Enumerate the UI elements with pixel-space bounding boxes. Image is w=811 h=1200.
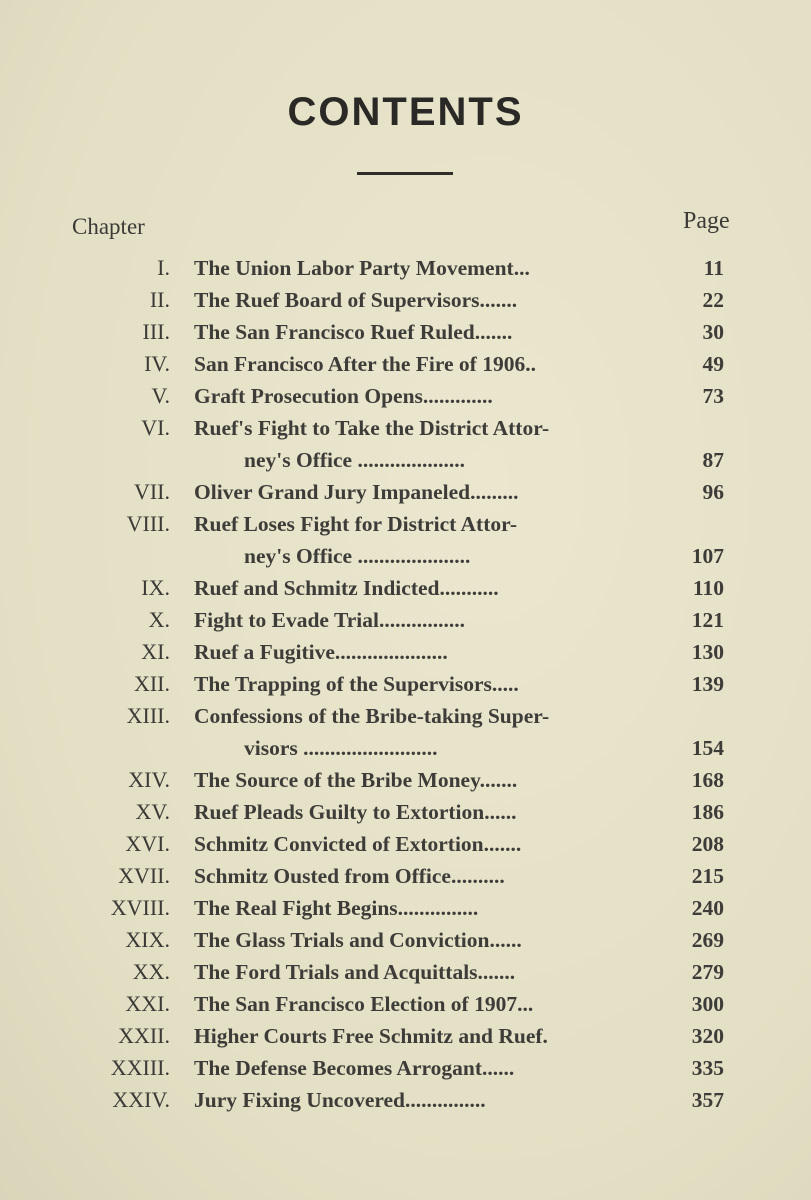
chapter-entry-body [194, 700, 724, 764]
chapter-title: Ruef and Schmitz Indicted........... [194, 576, 499, 600]
chapter-title: Oliver Grand Jury Impaneled......... [194, 480, 519, 504]
toc-entry [0, 860, 811, 892]
toc-entry [0, 572, 811, 604]
chapter-title: Confessions of the Bribe-taking Super- [194, 704, 550, 728]
chapter-entry-body [194, 796, 724, 828]
page-number: 208 [691, 832, 724, 856]
chapter-title-line [194, 700, 724, 732]
chapter-number: XXIII. [110, 1055, 170, 1080]
toc-entry [0, 924, 811, 956]
chapter-title: The Union Labor Party Movement... [194, 256, 530, 280]
chapter-title: ney's Office .................... [244, 448, 465, 472]
chapter-title: Schmitz Convicted of Extortion....... [194, 832, 522, 856]
chapter-number: XII. [133, 671, 170, 696]
chapter-number: IX. [141, 575, 170, 600]
chapter-entry-body [194, 1020, 724, 1052]
chapter-title: The Real Fight Begins............... [194, 896, 479, 920]
chapter-entry-body [194, 572, 724, 604]
chapter-title: Jury Fixing Uncovered............... [194, 1088, 486, 1112]
toc-entry [0, 892, 811, 924]
chapter-entry-body [194, 764, 724, 796]
chapter-title-line [194, 572, 724, 604]
chapter-number: XI. [141, 639, 170, 664]
page-number: 279 [691, 960, 724, 984]
chapter-number: XIII. [126, 703, 170, 728]
chapter-title-line [194, 316, 724, 348]
toc-entry [0, 828, 811, 860]
chapter-entry-body [194, 924, 724, 956]
chapter-number: XXII. [118, 1023, 170, 1048]
page-number: 357 [691, 1088, 724, 1112]
page-number: 320 [691, 1024, 724, 1048]
chapter-title-line [194, 1052, 724, 1084]
chapter-number: V. [151, 383, 170, 408]
chapter-title-line [194, 636, 724, 668]
toc-entry [0, 796, 811, 828]
page-number: 300 [691, 992, 724, 1016]
chapter-number: XVIII. [110, 895, 170, 920]
toc-entry [0, 668, 811, 700]
page-number: 30 [702, 320, 724, 344]
toc-entry [0, 1020, 811, 1052]
toc-entry [0, 988, 811, 1020]
page-number: 269 [691, 928, 724, 952]
chapter-title-line [194, 828, 724, 860]
chapter-title-line [194, 604, 724, 636]
chapter-title-line [194, 380, 724, 412]
chapter-entry-body [194, 956, 724, 988]
chapter-number: III. [142, 319, 170, 344]
title-rule [357, 172, 453, 175]
toc-entry [0, 412, 811, 476]
chapter-number: VII. [133, 479, 170, 504]
page-number: 168 [691, 768, 724, 792]
page-number: 130 [691, 640, 724, 664]
chapter-entry-body [194, 1052, 724, 1084]
chapter-title-line [194, 508, 724, 540]
chapter-title: Ruef a Fugitive..................... [194, 640, 448, 664]
page-number: 154 [691, 736, 724, 760]
page-number: 186 [691, 800, 724, 824]
chapter-entry-body [194, 860, 724, 892]
chapter-title: The San Francisco Ruef Ruled....... [194, 320, 513, 344]
chapter-title: Fight to Evade Trial................ [194, 608, 465, 632]
chapter-number: XIV. [128, 767, 170, 792]
chapter-number: II. [149, 287, 170, 312]
chapter-title-continuation [194, 540, 724, 572]
toc-entry [0, 252, 811, 284]
chapter-entry-body [194, 380, 724, 412]
chapter-number: XX. [132, 959, 170, 984]
page-number: 121 [691, 608, 724, 632]
chapter-title: The Glass Trials and Conviction...... [194, 928, 522, 952]
page-title: CONTENTS [287, 90, 524, 134]
chapter-entry-body [194, 828, 724, 860]
page-number: 96 [702, 480, 724, 504]
chapter-number: XXIV. [112, 1087, 170, 1112]
page-number: 22 [702, 288, 724, 312]
chapter-title: The Ford Trials and Acquittals....... [194, 960, 516, 984]
toc-entry [0, 380, 811, 412]
toc-entry [0, 508, 811, 572]
toc-entry [0, 1052, 811, 1084]
chapter-title-line [194, 988, 724, 1020]
chapter-title: Graft Prosecution Opens............. [194, 384, 493, 408]
chapter-title-line [194, 892, 724, 924]
page-number: 107 [691, 544, 724, 568]
chapter-title-line [194, 252, 724, 284]
chapter-title-line [194, 924, 724, 956]
chapter-number: X. [148, 607, 170, 632]
toc-entry [0, 604, 811, 636]
page-number: 49 [702, 352, 724, 376]
chapter-number: XV. [135, 799, 170, 824]
toc-entry [0, 476, 811, 508]
page-number: 110 [692, 576, 724, 600]
toc-entry [0, 316, 811, 348]
chapter-title: Ruef Pleads Guilty to Extortion...... [194, 800, 517, 824]
chapter-entry-body [194, 604, 724, 636]
chapter-title: visors ......................... [244, 736, 438, 760]
chapter-title-line [194, 348, 724, 380]
chapter-entry-body [194, 988, 724, 1020]
chapter-column-header: Chapter [72, 214, 145, 239]
table-of-contents [0, 252, 811, 1116]
page-number: 335 [691, 1056, 724, 1080]
chapter-entry-body [194, 668, 724, 700]
page-column-header: Page [683, 208, 730, 234]
chapter-entry-body [194, 348, 724, 380]
chapter-title: Ruef Loses Fight for District Attor- [194, 512, 518, 536]
toc-entry [0, 348, 811, 380]
chapter-entry-body [194, 476, 724, 508]
page-number: 215 [691, 864, 724, 888]
toc-entry [0, 956, 811, 988]
chapter-title: The Defense Becomes Arrogant...... [194, 1056, 515, 1080]
chapter-title: ney's Office ..................... [244, 544, 471, 568]
chapter-title-line [194, 284, 724, 316]
chapter-title-continuation [194, 732, 724, 764]
chapter-entry-body [194, 316, 724, 348]
chapter-title: Ruef's Fight to Take the District Attor- [194, 416, 550, 440]
chapter-entry-body [194, 892, 724, 924]
page-number: 73 [702, 384, 724, 408]
chapter-title: The Trapping of the Supervisors..... [194, 672, 519, 696]
chapter-title: Higher Courts Free Schmitz and Ruef. [194, 1024, 548, 1048]
page-number: 139 [691, 672, 724, 696]
chapter-number: VI. [141, 415, 170, 440]
chapter-entry-body [194, 412, 724, 476]
chapter-title: The Ruef Board of Supervisors....... [194, 288, 518, 312]
chapter-title-line [194, 668, 724, 700]
chapter-entry-body [194, 508, 724, 572]
page-number: 87 [702, 448, 724, 472]
chapter-title-line [194, 1084, 724, 1116]
chapter-title-line [194, 412, 724, 444]
chapter-title-line [194, 764, 724, 796]
chapter-title-continuation [194, 444, 724, 476]
chapter-entry-body [194, 284, 724, 316]
toc-entry [0, 700, 811, 764]
chapter-title-line [194, 476, 724, 508]
chapter-number: XVII. [118, 863, 170, 888]
page-number: 240 [691, 896, 724, 920]
chapter-title: The San Francisco Election of 1907... [194, 992, 534, 1016]
chapter-title-line [194, 1020, 724, 1052]
chapter-entry-body [194, 1084, 724, 1116]
chapter-number: VIII. [126, 511, 170, 536]
toc-entry [0, 764, 811, 796]
chapter-title-line [194, 860, 724, 892]
chapter-title: The Source of the Bribe Money....... [194, 768, 518, 792]
chapter-number: XXI. [125, 991, 170, 1016]
chapter-title-line [194, 796, 724, 828]
chapter-entry-body [194, 252, 724, 284]
chapter-number: I. [157, 255, 170, 280]
chapter-number: XVI. [125, 831, 170, 856]
toc-entry [0, 1084, 811, 1116]
toc-entry [0, 284, 811, 316]
page-number: 11 [703, 256, 724, 280]
chapter-title: Schmitz Ousted from Office.......... [194, 864, 505, 888]
toc-entry [0, 636, 811, 668]
chapter-entry-body [194, 636, 724, 668]
chapter-title-line [194, 956, 724, 988]
chapter-title: San Francisco After the Fire of 1906.. [194, 352, 536, 376]
chapter-number: IV. [144, 351, 170, 376]
chapter-number: XIX. [125, 927, 170, 952]
